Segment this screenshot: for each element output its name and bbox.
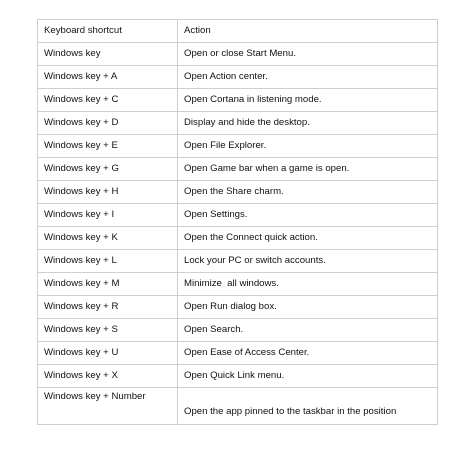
shortcut-cell: Windows key + M (38, 273, 178, 296)
shortcut-cell: Windows key + S (38, 319, 178, 342)
action-cell: Open or close Start Menu. (178, 43, 438, 66)
shortcut-cell: Windows key + U (38, 342, 178, 365)
header-row (38, 20, 438, 43)
table-row (38, 342, 438, 365)
table-row (38, 89, 438, 112)
action-cell: Open Action center. (178, 66, 438, 89)
shortcuts-table-container (37, 19, 437, 425)
shortcut-cell: Windows key + L (38, 250, 178, 273)
column-header-shortcut: Keyboard shortcut (38, 20, 178, 43)
shortcut-cell: Windows key (38, 43, 178, 66)
action-cell: Open File Explorer. (178, 135, 438, 158)
shortcut-cell: Windows key + I (38, 204, 178, 227)
shortcut-cell: Windows key + E (38, 135, 178, 158)
table-row (38, 250, 438, 273)
table-row (38, 388, 438, 425)
table-row (38, 227, 438, 250)
shortcut-cell: Windows key + G (38, 158, 178, 181)
shortcut-cell: Windows key + H (38, 181, 178, 204)
action-cell: Open Run dialog box. (178, 296, 438, 319)
action-cell: Open the app pinned to the taskbar in the position (178, 388, 438, 425)
table-row (38, 365, 438, 388)
table-row (38, 204, 438, 227)
action-cell: Open the Share charm. (178, 181, 438, 204)
shortcut-cell: Windows key + K (38, 227, 178, 250)
table-row (38, 296, 438, 319)
table-row (38, 319, 438, 342)
table-row (38, 112, 438, 135)
action-cell: Display and hide the desktop. (178, 112, 438, 135)
action-cell: Open Search. (178, 319, 438, 342)
column-header-action: Action (178, 20, 438, 43)
shortcut-cell: Windows key + X (38, 365, 178, 388)
action-cell: Open Ease of Access Center. (178, 342, 438, 365)
action-cell: Open Quick Link menu. (178, 365, 438, 388)
action-cell: Open Cortana in listening mode. (178, 89, 438, 112)
action-cell: Open Game bar when a game is open. (178, 158, 438, 181)
shortcut-cell: Windows key + R (38, 296, 178, 319)
action-cell: Minimize all windows. (178, 273, 438, 296)
shortcut-cell: Windows key + A (38, 66, 178, 89)
shortcuts-table (37, 19, 438, 425)
table-row (38, 135, 438, 158)
table-row (38, 181, 438, 204)
action-cell: Lock your PC or switch accounts. (178, 250, 438, 273)
shortcut-cell: Windows key + D (38, 112, 178, 135)
shortcut-cell: Windows key + Number (38, 388, 178, 425)
table-row (38, 66, 438, 89)
action-cell: Open the Connect quick action. (178, 227, 438, 250)
action-cell: Open Settings. (178, 204, 438, 227)
table-row (38, 273, 438, 296)
table-row (38, 43, 438, 66)
table-row (38, 158, 438, 181)
shortcut-cell: Windows key + C (38, 89, 178, 112)
